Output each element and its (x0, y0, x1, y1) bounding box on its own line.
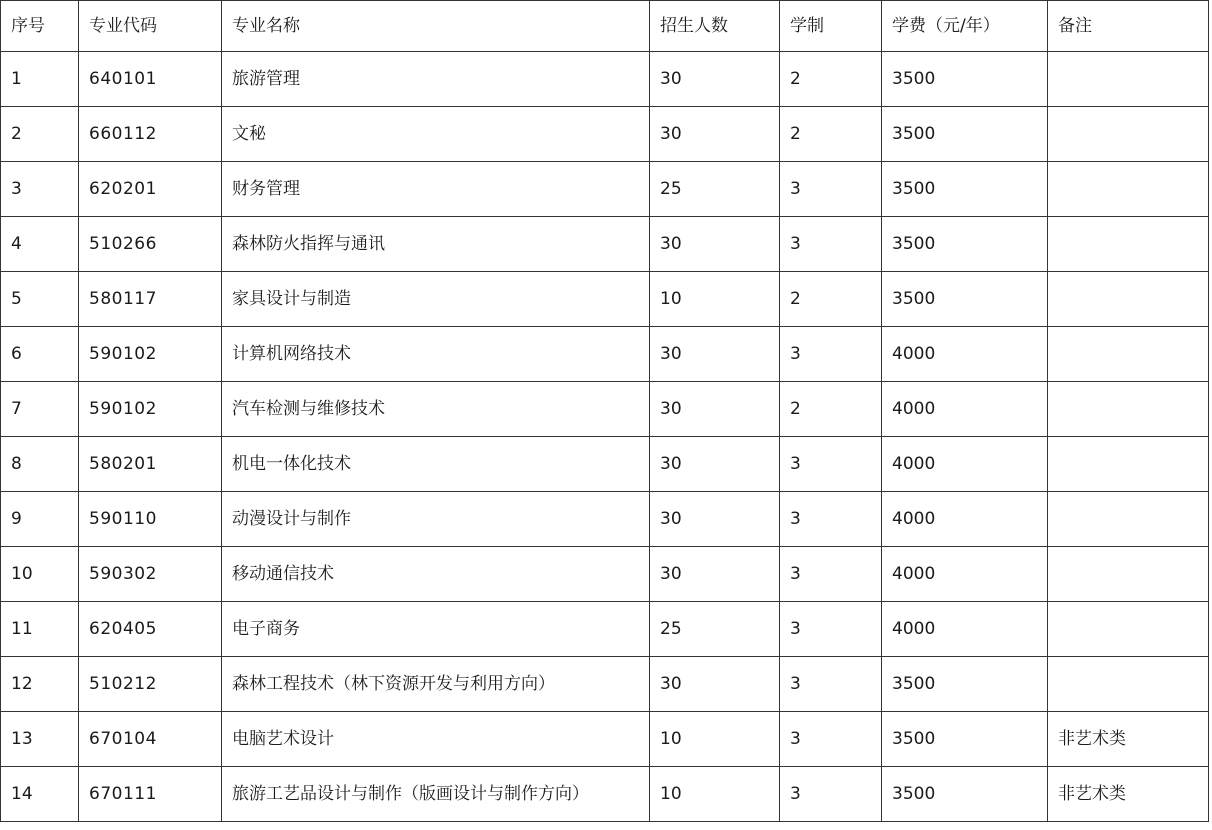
cell-index: 10 (1, 547, 79, 602)
table-row (1, 272, 1209, 327)
cell-major-code: 590102 (79, 327, 222, 382)
table-row (1, 382, 1209, 437)
table-row (1, 327, 1209, 382)
cell-notes (1048, 272, 1209, 327)
cell-enrollment: 30 (650, 217, 780, 272)
cell-notes (1048, 547, 1209, 602)
cell-major-code: 590302 (79, 547, 222, 602)
cell-major-code: 620405 (79, 602, 222, 657)
cell-tuition: 3500 (882, 767, 1048, 822)
cell-index: 5 (1, 272, 79, 327)
cell-major-name: 森林工程技术（林下资源开发与利用方向） (222, 657, 650, 712)
cell-duration: 3 (780, 712, 882, 767)
cell-notes (1048, 382, 1209, 437)
cell-duration: 2 (780, 382, 882, 437)
cell-enrollment: 30 (650, 492, 780, 547)
cell-duration: 3 (780, 162, 882, 217)
table-row (1, 162, 1209, 217)
cell-notes: 非艺术类 (1048, 712, 1209, 767)
cell-notes (1048, 437, 1209, 492)
cell-notes: 非艺术类 (1048, 767, 1209, 822)
cell-duration: 3 (780, 547, 882, 602)
cell-tuition: 4000 (882, 602, 1048, 657)
cell-notes (1048, 327, 1209, 382)
cell-index: 3 (1, 162, 79, 217)
cell-index: 9 (1, 492, 79, 547)
cell-enrollment: 25 (650, 162, 780, 217)
cell-tuition: 4000 (882, 382, 1048, 437)
cell-tuition: 4000 (882, 492, 1048, 547)
cell-enrollment: 30 (650, 327, 780, 382)
cell-index: 7 (1, 382, 79, 437)
cell-duration: 3 (780, 767, 882, 822)
cell-enrollment: 30 (650, 52, 780, 107)
cell-major-name: 计算机网络技术 (222, 327, 650, 382)
cell-major-name: 汽车检测与维修技术 (222, 382, 650, 437)
cell-major-name: 动漫设计与制作 (222, 492, 650, 547)
table-row (1, 602, 1209, 657)
cell-major-name: 财务管理 (222, 162, 650, 217)
cell-duration: 3 (780, 602, 882, 657)
cell-enrollment: 10 (650, 712, 780, 767)
cell-enrollment: 30 (650, 382, 780, 437)
cell-major-code: 510212 (79, 657, 222, 712)
cell-major-code: 670104 (79, 712, 222, 767)
cell-duration: 2 (780, 272, 882, 327)
cell-enrollment: 30 (650, 657, 780, 712)
header-tuition: 学费（元/年） (882, 1, 1048, 52)
cell-duration: 2 (780, 52, 882, 107)
cell-major-name: 家具设计与制造 (222, 272, 650, 327)
cell-enrollment: 10 (650, 272, 780, 327)
header-notes: 备注 (1048, 1, 1209, 52)
cell-tuition: 3500 (882, 272, 1048, 327)
cell-enrollment: 10 (650, 767, 780, 822)
cell-major-code: 620201 (79, 162, 222, 217)
cell-notes (1048, 107, 1209, 162)
cell-notes (1048, 217, 1209, 272)
cell-major-name: 旅游工艺品设计与制作（版画设计与制作方向） (222, 767, 650, 822)
cell-major-name: 文秘 (222, 107, 650, 162)
cell-major-name: 移动通信技术 (222, 547, 650, 602)
cell-tuition: 3500 (882, 217, 1048, 272)
cell-tuition: 3500 (882, 712, 1048, 767)
cell-index: 13 (1, 712, 79, 767)
cell-major-code: 580117 (79, 272, 222, 327)
table-body (1, 52, 1209, 822)
table-header-row (1, 1, 1209, 52)
cell-notes (1048, 492, 1209, 547)
cell-major-code: 640101 (79, 52, 222, 107)
cell-tuition: 4000 (882, 547, 1048, 602)
cell-tuition: 3500 (882, 657, 1048, 712)
cell-major-code: 590102 (79, 382, 222, 437)
cell-duration: 3 (780, 217, 882, 272)
cell-notes (1048, 52, 1209, 107)
cell-duration: 3 (780, 437, 882, 492)
cell-major-code: 590110 (79, 492, 222, 547)
cell-major-name: 机电一体化技术 (222, 437, 650, 492)
cell-index: 11 (1, 602, 79, 657)
table-row (1, 767, 1209, 822)
cell-duration: 3 (780, 327, 882, 382)
cell-major-name: 电脑艺术设计 (222, 712, 650, 767)
cell-duration: 3 (780, 492, 882, 547)
cell-tuition: 4000 (882, 327, 1048, 382)
cell-index: 14 (1, 767, 79, 822)
cell-enrollment: 25 (650, 602, 780, 657)
table-row (1, 657, 1209, 712)
header-index: 序号 (1, 1, 79, 52)
cell-notes (1048, 602, 1209, 657)
cell-index: 6 (1, 327, 79, 382)
cell-enrollment: 30 (650, 107, 780, 162)
cell-tuition: 3500 (882, 162, 1048, 217)
cell-index: 8 (1, 437, 79, 492)
table-row (1, 217, 1209, 272)
cell-major-name: 电子商务 (222, 602, 650, 657)
header-major-name: 专业名称 (222, 1, 650, 52)
cell-enrollment: 30 (650, 437, 780, 492)
cell-tuition: 3500 (882, 107, 1048, 162)
table-row (1, 712, 1209, 767)
cell-tuition: 4000 (882, 437, 1048, 492)
table-row (1, 437, 1209, 492)
table-row (1, 52, 1209, 107)
header-enrollment: 招生人数 (650, 1, 780, 52)
cell-index: 2 (1, 107, 79, 162)
cell-major-code: 660112 (79, 107, 222, 162)
cell-notes (1048, 657, 1209, 712)
cell-major-code: 580201 (79, 437, 222, 492)
cell-major-code: 510266 (79, 217, 222, 272)
cell-major-name: 旅游管理 (222, 52, 650, 107)
cell-enrollment: 30 (650, 547, 780, 602)
cell-index: 4 (1, 217, 79, 272)
table-row (1, 492, 1209, 547)
cell-notes (1048, 162, 1209, 217)
cell-duration: 2 (780, 107, 882, 162)
cell-index: 1 (1, 52, 79, 107)
cell-index: 12 (1, 657, 79, 712)
cell-duration: 3 (780, 657, 882, 712)
header-duration: 学制 (780, 1, 882, 52)
header-major-code: 专业代码 (79, 1, 222, 52)
cell-tuition: 3500 (882, 52, 1048, 107)
table-row (1, 107, 1209, 162)
cell-major-code: 670111 (79, 767, 222, 822)
cell-major-name: 森林防火指挥与通讯 (222, 217, 650, 272)
table-row (1, 547, 1209, 602)
